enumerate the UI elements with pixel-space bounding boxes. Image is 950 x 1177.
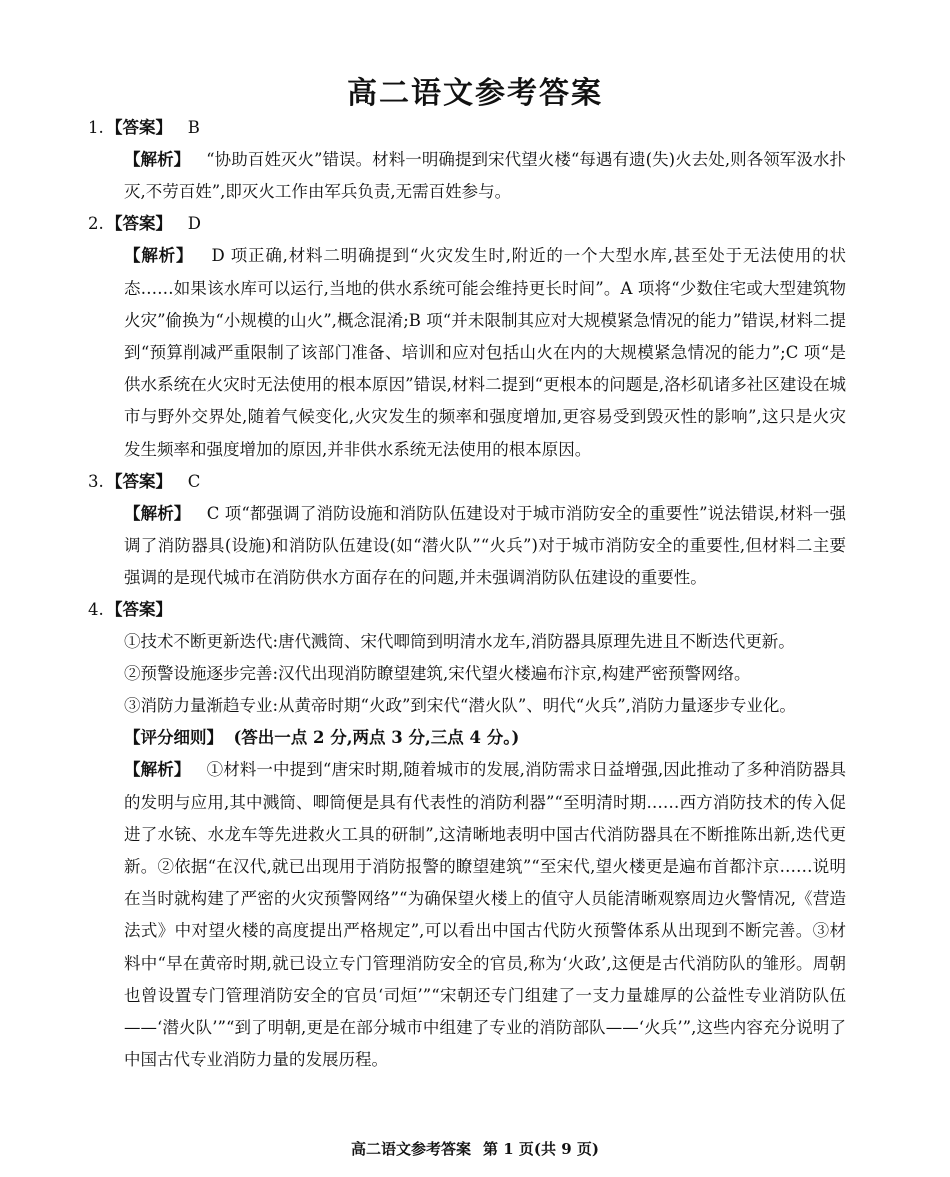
q2-number: 2. [88,214,104,234]
q1-answer-row [88,112,846,144]
q3-answer: C [187,471,201,491]
q3-number: 3. [88,471,104,491]
page-footer [0,1138,950,1159]
q4-scoring-tag: 【评分细则】 [124,728,223,748]
q4-point-1: ①技术不断更新迭代:唐代溅筒、宋代唧筒到明清水龙车,消防器具原理先进且不断迭代更新。 [124,632,795,652]
page-title: 高二语文参考答案 [347,76,603,111]
q4-answer-tag: 【答案】 [106,600,172,620]
q4-analysis-tag: 【解析】 [124,760,191,780]
q4-number: 4. [88,600,104,620]
q4-point-2: ②预警设施逐步完善:汉代出现消防瞭望建筑,宋代望火楼遍布汴京,构建严密预警网络。 [124,664,751,684]
footer-title: 高二语文参考答案 [351,1140,472,1158]
q4-scoring [106,722,846,754]
q4-answer-row [88,594,846,626]
q2-analysis [106,240,846,465]
q1-analysis-text: “协助百姓灭火”错误。材料一明确提到宋代望火楼“每遇有遗(失)火去处,则各领军汲水扑灭,不劳百姓”,即灭火工作由军兵负责,无需百姓参与。 [124,150,846,202]
q2-answer-tag: 【答案】 [106,214,172,234]
q2-answer-row [88,208,846,240]
q4-scoring-text: (答出一点 2 分,两点 3 分,三点 4 分。) [233,728,520,748]
footer-page-number: 第 1 页(共 9 页) [483,1140,599,1158]
q4-analysis-text: ①材料一中提到“唐宋时期,随着城市的发展,消防需求日益增强,因此推动了多种消防器具的发明与应用,其中溅筒、唧筒便是具有代表性的消防利器”“至明清时期……西方消防技术的传入促进了水铳、水龙车等先进救火工具的研制”,这清晰地表明中国古代消防器具在不断推陈出新,迭代更新。②依据“在汉代,就已出现用于消防报警的瞭望建筑”“至宋代,望火楼更是遍布首都汴京……说明在当时就构建了严密的火灾预警网络”“为确保望火楼上的值守人员能清晰观察周边火警情况,《营造法式》中对望火楼的高度提出严格规定”,可以看出中国古代防火预警体系从出现到不断完善。③材料中“早在黄帝时期,就已设立专门管理消防安全的官员,称为‘火政’,这便是古代消防队的雏形。周朝也曾设置专门管理消防安全的官员‘司烜’”“宋朝还专门组建了一支力量雄厚的公益性专业消防队伍——‘潜火队’”“到了明朝,更是在部分城市中组建了专业的消防部队——‘火兵’”,这些内容充分说明了中国古代专业消防力量的发展历程。 [124,760,846,1070]
q1-answer: B [187,118,200,137]
answer-body [88,112,846,1076]
q2-analysis-tag: 【解析】 [124,246,194,266]
q1-answer-tag: 【答案】 [106,118,172,137]
q3-analysis [106,498,846,595]
q1-number: 1. [88,118,104,137]
q2-answer: D [187,214,201,234]
q4-analysis [106,754,846,1076]
q4-point-3: ③消防力量渐趋专业:从黄帝时期“火政”到宋代“潜火队”、明代“火兵”,消防力量逐步专业化。 [124,696,796,716]
q2-analysis-text: D 项正确,材料二明确提到“火灾发生时,附近的一个大型水库,甚至处于无法使用的状态……如果该水库可以运行,当地的供水系统可能会维持更长时间”。A 项将“少数住宅或大型建筑物火灾”偷换为“小规模的山火”,概念混淆;B 项“并未限制其应对大规模紧急情况的能力”错误,材料二提到“预算削减严重限制了该部门准备、培训和应对包括山火在内的大规模紧急情况的能力”;C 项“是供水系统在火灾时无法使用的根本原因”错误,材料二提到“更根本的问题是,洛杉矶诸多社区建设在城市与野外交界处,随着气候变化,火灾发生的频率和强度增加,更容易受到毁灭性的影响”,这只是火灾发生频率和强度增加的原因,并非供水系统无法使用的根本原因。 [124,246,846,459]
q1-analysis [106,144,846,208]
q3-analysis-tag: 【解析】 [124,503,191,523]
q1-analysis-tag: 【解析】 [124,150,191,169]
q3-answer-tag: 【答案】 [106,471,172,491]
q3-analysis-text: C 项“都强调了消防设施和消防队伍建设对于城市消防安全的重要性”说法错误,材料一强调了消防器具(设施)和消防队伍建设(如“潜火队”“火兵”)对于城市消防安全的重要性,但材料二主要强调的是现代城市在消防供水方面存在的问题,并未强调消防队伍建设的重要性。 [124,503,846,588]
q3-answer-row [88,466,846,498]
